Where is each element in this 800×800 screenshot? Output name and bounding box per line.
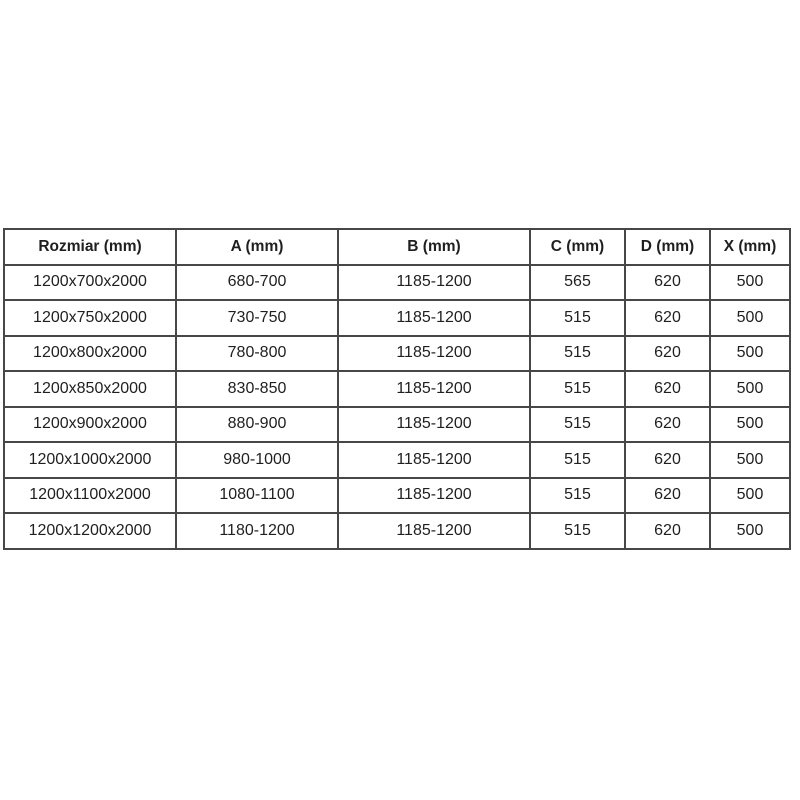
table-cell: 500 (710, 265, 790, 301)
table-cell: 880-900 (176, 407, 338, 443)
table-cell: 620 (625, 336, 710, 372)
table-cell: 980-1000 (176, 442, 338, 478)
table-cell: 1185-1200 (338, 300, 530, 336)
table-row (4, 300, 790, 336)
table-cell: 515 (530, 300, 625, 336)
column-header: X (mm) (710, 229, 790, 265)
table-cell: 1200x1100x2000 (4, 478, 176, 514)
table-cell: 515 (530, 336, 625, 372)
table-cell: 500 (710, 336, 790, 372)
table-cell: 500 (710, 513, 790, 549)
column-header: B (mm) (338, 229, 530, 265)
table-row (4, 478, 790, 514)
table-cell: 620 (625, 265, 710, 301)
table-cell: 1185-1200 (338, 336, 530, 372)
table-row (4, 265, 790, 301)
table-cell: 515 (530, 478, 625, 514)
table-cell: 620 (625, 371, 710, 407)
table-cell: 1185-1200 (338, 407, 530, 443)
table-cell: 780-800 (176, 336, 338, 372)
table-cell: 515 (530, 371, 625, 407)
table-cell: 500 (710, 442, 790, 478)
column-header: Rozmiar (mm) (4, 229, 176, 265)
table-cell: 1200x700x2000 (4, 265, 176, 301)
table-cell: 1200x900x2000 (4, 407, 176, 443)
table-cell: 620 (625, 407, 710, 443)
table-cell: 680-700 (176, 265, 338, 301)
table-row (4, 407, 790, 443)
table-cell: 565 (530, 265, 625, 301)
table-cell: 620 (625, 513, 710, 549)
table-row (4, 513, 790, 549)
table-cell: 1185-1200 (338, 265, 530, 301)
column-header: A (mm) (176, 229, 338, 265)
table-cell: 830-850 (176, 371, 338, 407)
table-header-row (4, 229, 790, 265)
table-body (4, 265, 790, 549)
table-cell: 1185-1200 (338, 371, 530, 407)
table-cell: 1200x750x2000 (4, 300, 176, 336)
table-row (4, 371, 790, 407)
table-cell: 1200x1200x2000 (4, 513, 176, 549)
table-cell: 1200x850x2000 (4, 371, 176, 407)
column-header: D (mm) (625, 229, 710, 265)
table-cell: 1180-1200 (176, 513, 338, 549)
table-cell: 620 (625, 478, 710, 514)
table-cell: 620 (625, 442, 710, 478)
table-cell: 515 (530, 407, 625, 443)
table-row (4, 336, 790, 372)
table-cell: 500 (710, 300, 790, 336)
table-cell: 1185-1200 (338, 513, 530, 549)
table-cell: 1080-1100 (176, 478, 338, 514)
table-cell: 730-750 (176, 300, 338, 336)
table-cell: 1185-1200 (338, 442, 530, 478)
table-cell: 1185-1200 (338, 478, 530, 514)
dimension-spec-table (3, 228, 791, 550)
table-cell: 515 (530, 513, 625, 549)
table-row (4, 442, 790, 478)
table-cell: 620 (625, 300, 710, 336)
table-cell: 515 (530, 442, 625, 478)
table-cell: 1200x1000x2000 (4, 442, 176, 478)
column-header: C (mm) (530, 229, 625, 265)
table-cell: 1200x800x2000 (4, 336, 176, 372)
table-cell: 500 (710, 371, 790, 407)
table-cell: 500 (710, 478, 790, 514)
table-cell: 500 (710, 407, 790, 443)
